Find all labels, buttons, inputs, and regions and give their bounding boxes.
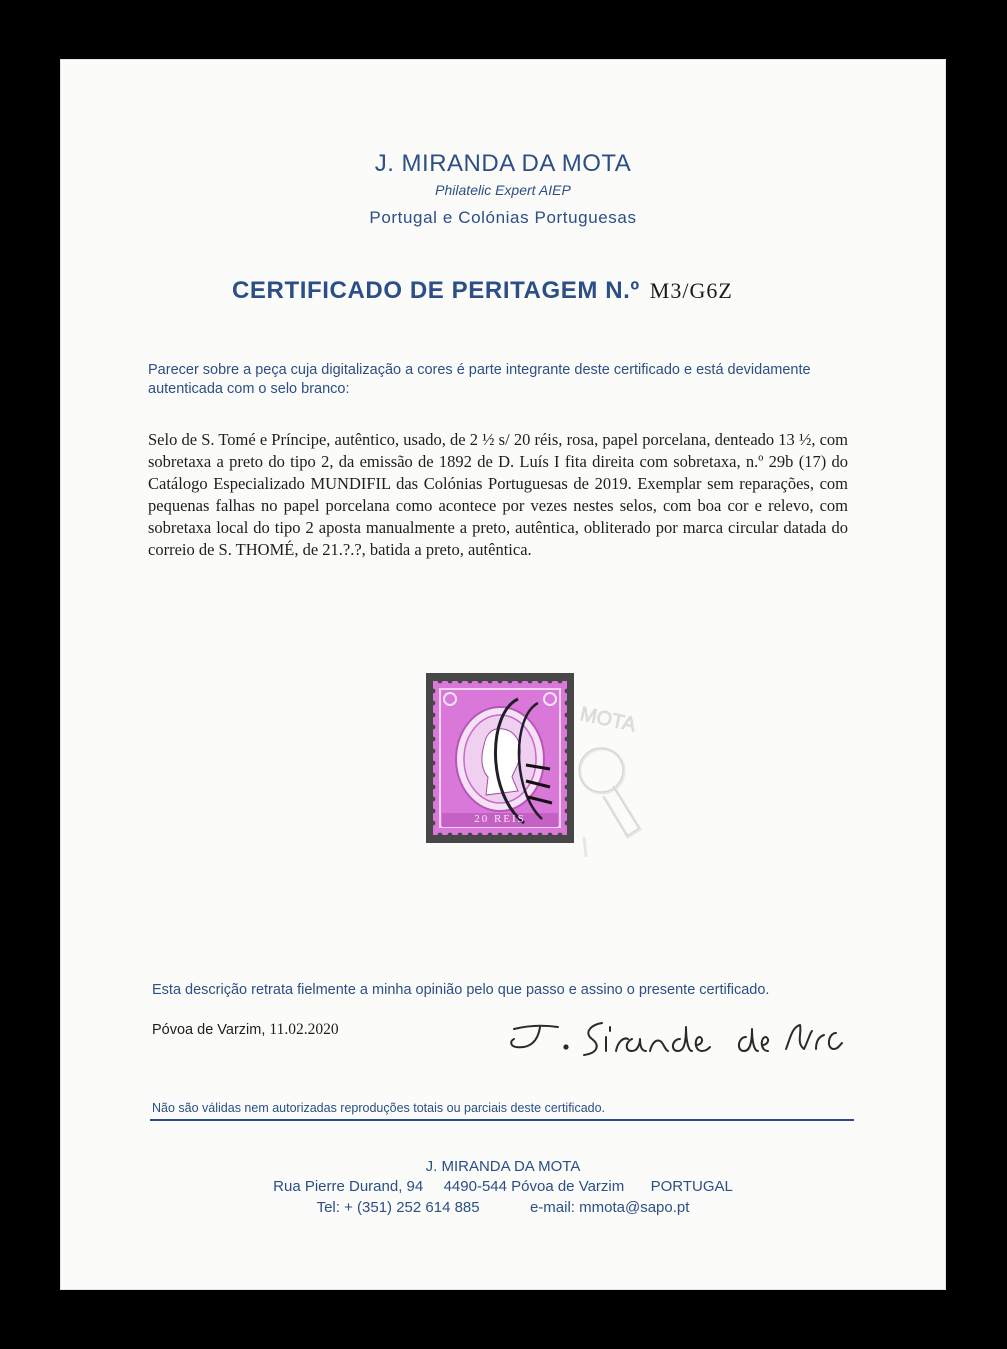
- certificate-sheet: [60, 59, 946, 1290]
- expert-name: J. MIRANDA DA MOTA: [374, 150, 632, 177]
- certificate-label: CERTIFICADO DE PERITAGEM N.º: [232, 277, 640, 304]
- footer-postcode: 4490-544 Póvoa de Varzim: [443, 1178, 625, 1195]
- certificate-number: M3/G6Z: [649, 278, 733, 303]
- divider: [150, 1119, 854, 1121]
- footer-address: [60, 1178, 946, 1195]
- certificate-heading: [232, 277, 733, 305]
- emboss-seal-image: [574, 679, 664, 869]
- emboss-seal-text: MOTA: [578, 703, 638, 737]
- place-and-date: [152, 1021, 339, 1039]
- stamp-value-text: 20 REIS: [474, 813, 526, 825]
- expert-subtitle: Portugal e Colónias Portuguesas: [369, 208, 637, 227]
- place: Póvoa de Varzim,: [152, 1022, 266, 1038]
- closing-statement: Esta descrição retrata fielmente a minha opinião pelo que passo e assino o presente certificado.: [152, 982, 770, 998]
- date: 11.02.2020: [269, 1021, 339, 1038]
- stamp-image: [426, 673, 574, 843]
- footer-tel: Tel: + (351) 252 614 885: [316, 1199, 480, 1216]
- footer-contact: [60, 1199, 946, 1216]
- footer-email: e-mail: mmota@sapo.pt: [529, 1199, 690, 1216]
- footer-street: Rua Pierre Durand, 94: [273, 1178, 424, 1195]
- footer-name: J. MIRANDA DA MOTA: [425, 1158, 581, 1175]
- expert-title: Philatelic Expert AIEP: [435, 182, 571, 198]
- handwritten-signature: [500, 1003, 850, 1063]
- reproduction-notice: Não são válidas nem autorizadas reproduções totais ou parciais deste certificado.: [152, 1101, 606, 1115]
- stamp-description: Selo de S. Tomé e Príncipe, autêntico, usado, de 2 ½ s/ 20 réis, rosa, papel porcelana, denteado 13 ½, com sobretaxa a preto do tipo 2, da emissão de 1892 de D. Luís I fita direita com sobretaxa, n.º 29b (17) do Catálogo Especializado MUNDIFIL das Colónias Portuguesas de 2019. Exemplar sem reparações, com pequenas falhas no papel porcelana como acontece por vezes nestes selos, com boa cor e relevo, com sobretaxa local do tipo 2 aposta manualmente a preto, autêntica, obliterado por marca circular datada do correio de S. THOMÉ, de 21.?.?, batida a preto, autêntica.: [148, 430, 848, 559]
- footer-country: PORTUGAL: [650, 1178, 733, 1195]
- intro-text: Parecer sobre a peça cuja digitalização a cores é parte integrante deste certificado e está devidamente autenticada com o selo branco:: [148, 362, 811, 397]
